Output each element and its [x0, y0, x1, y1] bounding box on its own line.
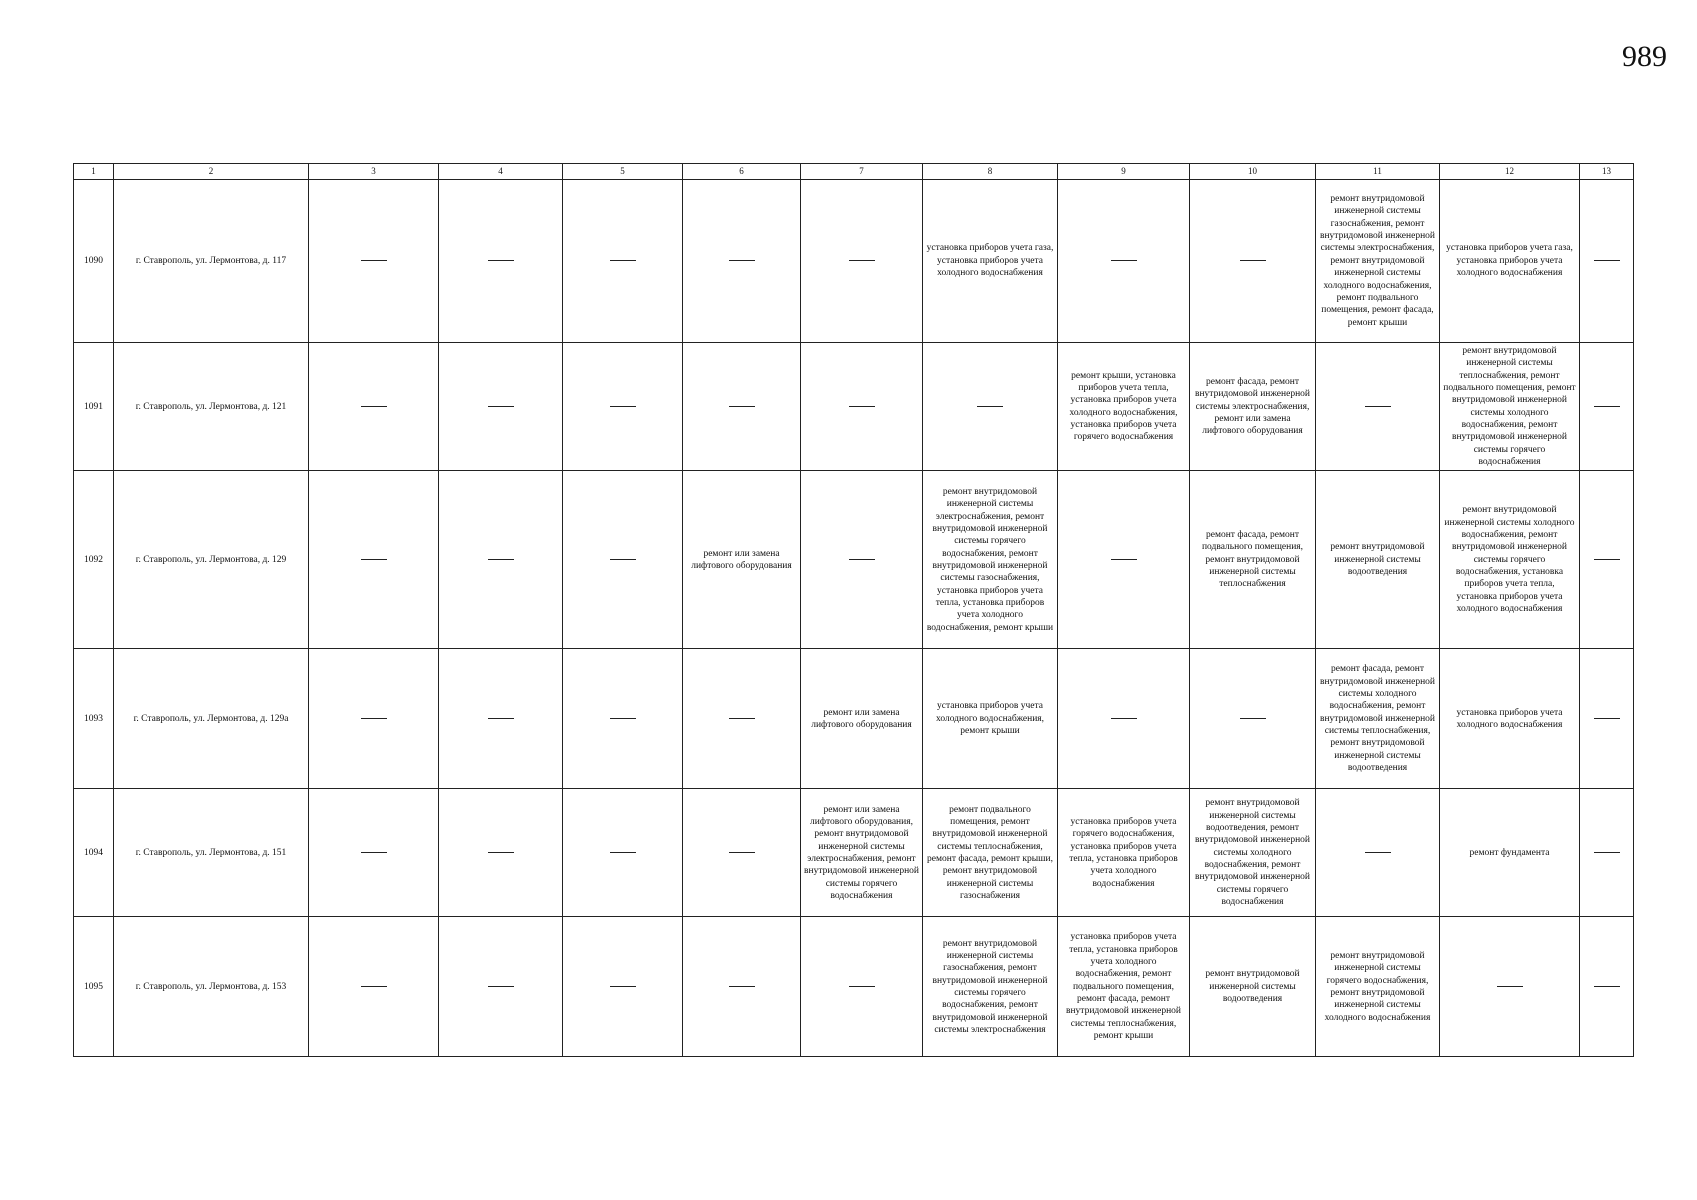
empty-cell-dash: [801, 917, 923, 1057]
table-row: [74, 649, 1634, 789]
works-cell: установка приборов учета холодного водоснабжения: [1440, 649, 1580, 789]
dash-mark: [1240, 260, 1266, 261]
dash-mark: [1594, 986, 1620, 987]
empty-cell-dash: [309, 917, 439, 1057]
works-cell: ремонт внутридомовой инженерной системы теплоснабжения, ремонт подвального помещения, ремонт внутридомовой инженерной системы холодного водоснабжения, ремонт внутридомовой инженерной системы горячего водоснабжения: [1440, 343, 1580, 471]
dash-mark: [729, 986, 755, 987]
dash-mark: [361, 406, 387, 407]
dash-mark: [488, 852, 514, 853]
empty-cell-dash: [1580, 789, 1634, 917]
empty-cell-dash: [309, 649, 439, 789]
empty-cell-dash: [683, 789, 801, 917]
empty-cell-dash: [683, 343, 801, 471]
dash-mark: [488, 559, 514, 560]
dash-mark: [1111, 559, 1137, 560]
empty-cell-dash: [683, 649, 801, 789]
dash-mark: [849, 260, 875, 261]
empty-cell-dash: [439, 343, 563, 471]
works-cell: ремонт внутридомовой инженерной системы горячего водоснабжения, ремонт внутридомовой инженерной системы холодного водоснабжения: [1316, 917, 1440, 1057]
empty-cell-dash: [1058, 649, 1190, 789]
row-number: 1091: [74, 343, 114, 471]
dash-mark: [977, 406, 1003, 407]
empty-cell-dash: [563, 649, 683, 789]
dash-mark: [610, 718, 636, 719]
empty-cell-dash: [1580, 180, 1634, 343]
address-cell: г. Ставрополь, ул. Лермонтова, д. 151: [114, 789, 309, 917]
col-header: 5: [563, 164, 683, 180]
dash-mark: [488, 260, 514, 261]
works-cell: ремонт внутридомовой инженерной системы холодного водоснабжения, ремонт внутридомовой инженерной системы горячего водоснабжения, установка приборов учета тепла, установка приборов учета холодного водоснабжения: [1440, 471, 1580, 649]
table-row: [74, 343, 1634, 471]
dash-mark: [1594, 718, 1620, 719]
dash-mark: [1365, 406, 1391, 407]
empty-cell-dash: [1440, 917, 1580, 1057]
dash-mark: [729, 260, 755, 261]
dash-mark: [610, 260, 636, 261]
page-number: 989: [1622, 40, 1667, 73]
table-row: [74, 789, 1634, 917]
works-cell: ремонт внутридомовой инженерной системы газоснабжения, ремонт внутридомовой инженерной системы электроснабжения, ремонт внутридомовой инженерной системы холодного водоснабжения, ремонт подвального помещения, ремонт фасада, ремонт крыши: [1316, 180, 1440, 343]
empty-cell-dash: [683, 917, 801, 1057]
dash-mark: [361, 718, 387, 719]
empty-cell-dash: [801, 343, 923, 471]
works-cell: ремонт внутридомовой инженерной системы водоотведения: [1190, 917, 1316, 1057]
col-header: 12: [1440, 164, 1580, 180]
dash-mark: [610, 406, 636, 407]
works-cell: установка приборов учета горячего водоснабжения, установка приборов учета тепла, установка приборов учета холодного водоснабжения: [1058, 789, 1190, 917]
dash-mark: [361, 260, 387, 261]
dash-mark: [1594, 559, 1620, 560]
dash-mark: [488, 718, 514, 719]
works-cell: ремонт фасада, ремонт внутридомовой инженерной системы холодного водоснабжения, ремонт внутридомовой инженерной системы теплоснабжения, ремонт внутридомовой инженерной системы водоотведения: [1316, 649, 1440, 789]
dash-mark: [729, 852, 755, 853]
dash-mark: [729, 406, 755, 407]
empty-cell-dash: [439, 180, 563, 343]
works-cell: ремонт фасада, ремонт подвального помещения, ремонт внутридомовой инженерной системы теплоснабжения: [1190, 471, 1316, 649]
dash-mark: [610, 559, 636, 560]
col-header: 9: [1058, 164, 1190, 180]
empty-cell-dash: [1580, 471, 1634, 649]
header-row: [74, 164, 1634, 180]
row-number: 1090: [74, 180, 114, 343]
works-cell: ремонт внутридомовой инженерной системы водоотведения, ремонт внутридомовой инженерной системы холодного водоснабжения, ремонт внутридомовой инженерной системы горячего водоснабжения: [1190, 789, 1316, 917]
dash-mark: [1594, 406, 1620, 407]
col-header: 6: [683, 164, 801, 180]
works-cell: установка приборов учета газа, установка приборов учета холодного водоснабжения: [923, 180, 1058, 343]
empty-cell-dash: [1316, 343, 1440, 471]
repair-schedule-table: [73, 163, 1634, 1057]
empty-cell-dash: [439, 917, 563, 1057]
dash-mark: [488, 406, 514, 407]
works-cell: ремонт или замена лифтового оборудования, ремонт внутридомовой инженерной системы электроснабжения, ремонт внутридомовой инженерной системы горячего водоснабжения: [801, 789, 923, 917]
empty-cell-dash: [923, 343, 1058, 471]
col-header: 8: [923, 164, 1058, 180]
dash-mark: [1497, 986, 1523, 987]
empty-cell-dash: [1580, 343, 1634, 471]
col-header: 11: [1316, 164, 1440, 180]
col-header: 1: [74, 164, 114, 180]
empty-cell-dash: [1058, 180, 1190, 343]
address-cell: г. Ставрополь, ул. Лермонтова, д. 153: [114, 917, 309, 1057]
empty-cell-dash: [439, 471, 563, 649]
works-cell: ремонт или замена лифтового оборудования: [683, 471, 801, 649]
col-header: 10: [1190, 164, 1316, 180]
empty-cell-dash: [563, 917, 683, 1057]
empty-cell-dash: [801, 471, 923, 649]
works-cell: ремонт фундамента: [1440, 789, 1580, 917]
row-number: 1094: [74, 789, 114, 917]
works-cell: установка приборов учета холодного водоснабжения, ремонт крыши: [923, 649, 1058, 789]
works-cell: установка приборов учета газа, установка приборов учета холодного водоснабжения: [1440, 180, 1580, 343]
dash-mark: [849, 406, 875, 407]
table-row: [74, 180, 1634, 343]
dash-mark: [361, 986, 387, 987]
address-cell: г. Ставрополь, ул. Лермонтова, д. 129: [114, 471, 309, 649]
works-cell: установка приборов учета тепла, установка приборов учета холодного водоснабжения, ремонт подвального помещения, ремонт фасада, ремонт внутридомовой инженерной системы теплоснабжения, ремонт крыши: [1058, 917, 1190, 1057]
works-cell: ремонт внутридомовой инженерной системы водоотведения: [1316, 471, 1440, 649]
works-cell: ремонт подвального помещения, ремонт внутридомовой инженерной системы теплоснабжения, ремонт фасада, ремонт крыши, ремонт внутридомовой инженерной системы газоснабжения: [923, 789, 1058, 917]
empty-cell-dash: [563, 180, 683, 343]
empty-cell-dash: [1190, 649, 1316, 789]
address-cell: г. Ставрополь, ул. Лермонтова, д. 121: [114, 343, 309, 471]
row-number: 1092: [74, 471, 114, 649]
empty-cell-dash: [1058, 471, 1190, 649]
dash-mark: [1365, 852, 1391, 853]
empty-cell-dash: [439, 649, 563, 789]
col-header: 7: [801, 164, 923, 180]
col-header: 13: [1580, 164, 1634, 180]
works-cell: ремонт внутридомовой инженерной системы газоснабжения, ремонт внутридомовой инженерной системы горячего водоснабжения, ремонт внутридомовой инженерной системы электроснабжения: [923, 917, 1058, 1057]
empty-cell-dash: [801, 180, 923, 343]
works-cell: ремонт крыши, установка приборов учета тепла, установка приборов учета холодного водоснабжения, установка приборов учета горячего водоснабжения: [1058, 343, 1190, 471]
empty-cell-dash: [1190, 180, 1316, 343]
empty-cell-dash: [309, 343, 439, 471]
dash-mark: [610, 986, 636, 987]
col-header: 3: [309, 164, 439, 180]
empty-cell-dash: [683, 180, 801, 343]
dash-mark: [1111, 260, 1137, 261]
empty-cell-dash: [563, 789, 683, 917]
empty-cell-dash: [309, 789, 439, 917]
empty-cell-dash: [309, 471, 439, 649]
row-number: 1095: [74, 917, 114, 1057]
address-cell: г. Ставрополь, ул. Лермонтова, д. 117: [114, 180, 309, 343]
col-header: 4: [439, 164, 563, 180]
address-cell: г. Ставрополь, ул. Лермонтова, д. 129а: [114, 649, 309, 789]
works-cell: ремонт или замена лифтового оборудования: [801, 649, 923, 789]
empty-cell-dash: [563, 471, 683, 649]
table-row: [74, 917, 1634, 1057]
dash-mark: [1240, 718, 1266, 719]
empty-cell-dash: [1316, 789, 1440, 917]
works-cell: ремонт внутридомовой инженерной системы электроснабжения, ремонт внутридомовой инженерной системы горячего водоснабжения, ремонт внутридомовой инженерной системы газоснабжения, установка приборов учета тепла, установка приборов учета холодного водоснабжения, ремонт крыши: [923, 471, 1058, 649]
dash-mark: [610, 852, 636, 853]
empty-cell-dash: [1580, 649, 1634, 789]
empty-cell-dash: [439, 789, 563, 917]
works-cell: ремонт фасада, ремонт внутридомовой инженерной системы электроснабжения, ремонт или замена лифтового оборудования: [1190, 343, 1316, 471]
dash-mark: [849, 986, 875, 987]
dash-mark: [849, 559, 875, 560]
dash-mark: [1594, 260, 1620, 261]
dash-mark: [361, 852, 387, 853]
dash-mark: [361, 559, 387, 560]
col-header: 2: [114, 164, 309, 180]
dash-mark: [1111, 718, 1137, 719]
empty-cell-dash: [563, 343, 683, 471]
dash-mark: [488, 986, 514, 987]
dash-mark: [729, 718, 755, 719]
table-row: [74, 471, 1634, 649]
empty-cell-dash: [309, 180, 439, 343]
row-number: 1093: [74, 649, 114, 789]
empty-cell-dash: [1580, 917, 1634, 1057]
dash-mark: [1594, 852, 1620, 853]
